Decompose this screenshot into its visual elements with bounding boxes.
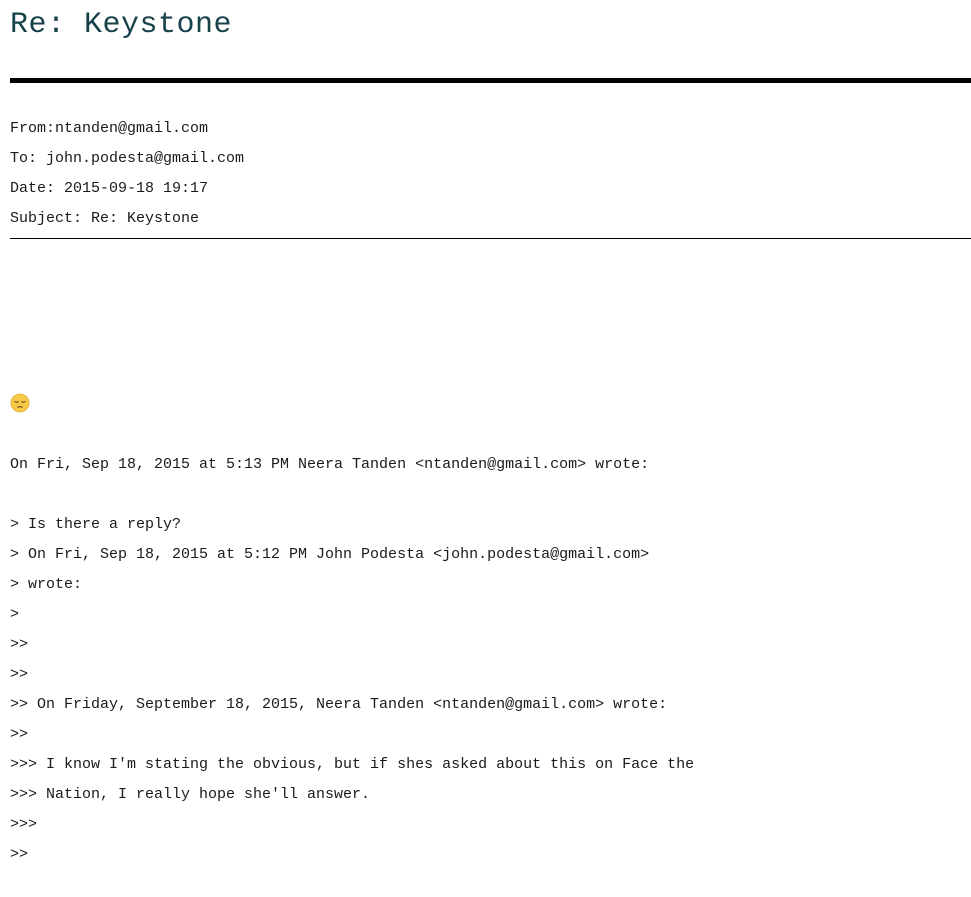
body-line: > Is there a reply? <box>10 516 182 533</box>
email-title: Re: Keystone <box>10 8 233 42</box>
to-field: To: john.podesta@gmail.com <box>10 150 245 167</box>
body-line: >> <box>10 846 29 863</box>
body-line: >>> Nation, I really hope she'll answer. <box>10 786 371 803</box>
body-line: >> <box>10 666 29 683</box>
body-line: >> On Friday, September 18, 2015, Neera Tanden <ntanden@gmail.com> wrote: <box>10 696 668 713</box>
email-header <box>10 118 971 238</box>
body-line: >>> I know I'm stating the obvious, but if shes asked about this on Face the <box>10 756 695 773</box>
body-line: On Fri, Sep 18, 2015 at 5:13 PM Neera Tanden <ntanden@gmail.com> wrote: <box>10 456 650 473</box>
date-field: Date: 2015-09-18 19:17 <box>10 180 209 197</box>
body-line <box>10 484 971 514</box>
body-line: >> <box>10 726 29 743</box>
from-field: From:ntanden@gmail.com <box>10 120 209 137</box>
email-body <box>10 454 971 874</box>
body-line: > <box>10 606 20 623</box>
pensive-face-icon <box>10 393 30 413</box>
header-divider <box>10 238 971 239</box>
title-divider <box>10 78 971 83</box>
subject-field: Subject: Re: Keystone <box>10 210 200 227</box>
body-line: >>> <box>10 816 38 833</box>
body-line: > On Fri, Sep 18, 2015 at 5:12 PM John Podesta <john.podesta@gmail.com> <box>10 546 650 563</box>
body-line: > wrote: <box>10 576 83 593</box>
body-line: >> <box>10 636 29 653</box>
